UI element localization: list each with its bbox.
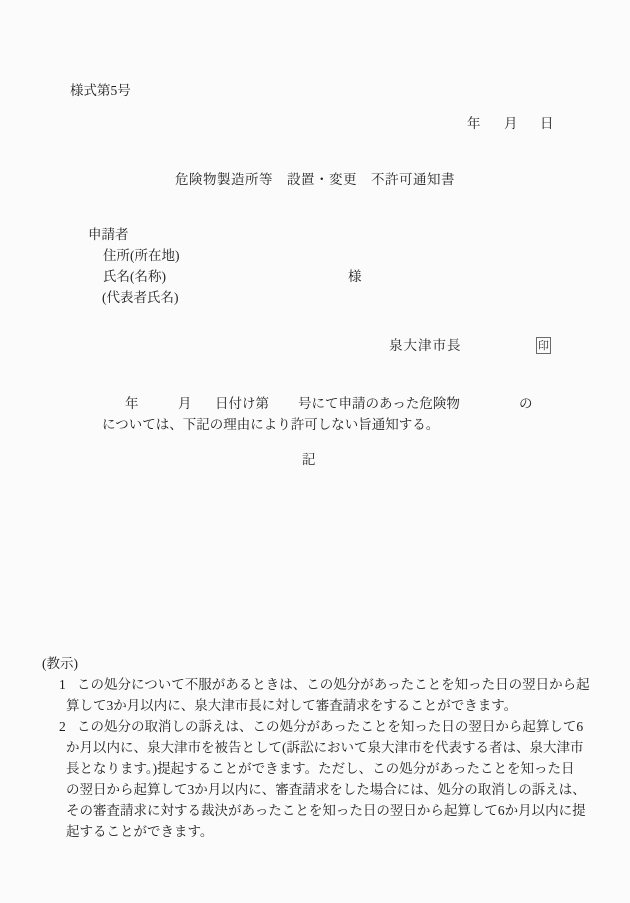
issuer-mayor-title: 泉大津市長 (389, 338, 462, 353)
instructions-heading: (教示) (42, 656, 78, 671)
instruction-item-2-line-1 (59, 720, 583, 734)
instruction-item-2-text: この処分の取消しの訴えは、この処分があったことを知った日の翌日から起算して6 (77, 719, 584, 734)
date-month-label: 月 (504, 116, 518, 131)
body-month-label: 月 (178, 396, 192, 411)
form-number: 様式第5号 (70, 83, 131, 98)
body-applied-label: 号にて申請のあった危険物 (298, 396, 460, 411)
instruction-item-1-text: この処分について不服があるときは、この処分があったことを知った日の翌日から起 (77, 677, 590, 692)
date-day-label: 日 (540, 116, 554, 131)
instruction-item-2-line-6: 起することができます。 (66, 824, 214, 839)
instruction-item-1-number: 1 (59, 677, 66, 692)
date-year-label: 年 (467, 116, 481, 131)
instruction-item-1-line-2: 算して3か月以内に、泉大津市長に対して審査請求をすることができます。 (66, 698, 518, 713)
document-title: 危険物製造所等 設置・変更 不許可通知書 (175, 172, 455, 187)
body-notice-sentence: については、下記の理由により許可しない旨通知する。 (102, 417, 440, 432)
applicant-honorific: 様 (348, 269, 362, 284)
instruction-item-2-line-2: か月以内に、泉大津市を被告として(訴訟において泉大津市を代表する者は、泉大津市 (66, 740, 584, 755)
applicant-heading: 申請者 (88, 227, 129, 242)
instruction-item-2-line-3: 長となります。)提起することができます。ただし、この処分があったことを知った日 (66, 761, 575, 776)
representative-name-label: (代表者氏名) (102, 290, 179, 305)
seal-placeholder-box: 印 (536, 337, 551, 354)
instruction-item-2-number: 2 (59, 719, 66, 734)
record-marker: 記 (302, 452, 316, 467)
body-date-no-label: 日付け第 (215, 396, 269, 411)
body-no-particle: の (519, 396, 533, 411)
instruction-item-1-line-1 (59, 678, 590, 692)
body-year-label: 年 (125, 396, 139, 411)
instruction-item-2-line-5: その審査請求に対する裁決があったことを知った日の翌日から起算して6か月以内に提 (66, 803, 586, 818)
applicant-address-label: 住所(所在地) (103, 248, 180, 263)
applicant-name-label: 氏名(名称) (103, 269, 166, 284)
instruction-item-2-line-4: の翌日から起算して3か月以内に、審査請求をした場合には、処分の取消しの訴えは、 (66, 782, 586, 797)
